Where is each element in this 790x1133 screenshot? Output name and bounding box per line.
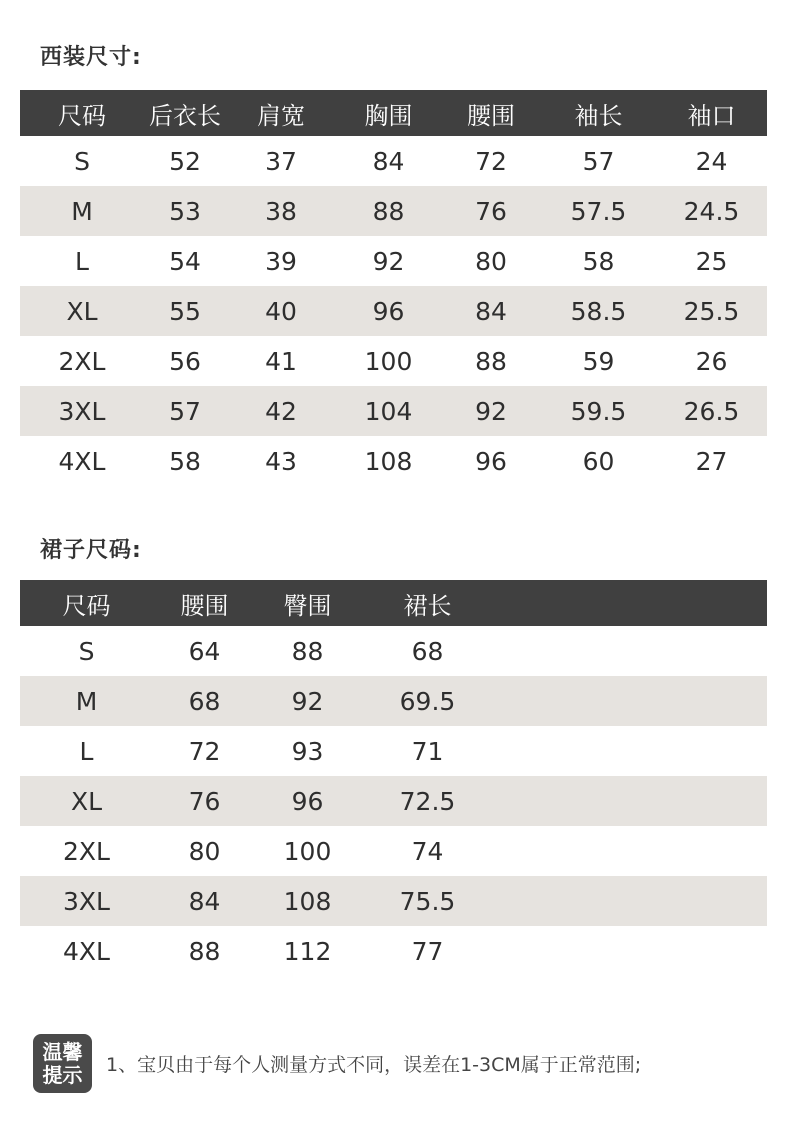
table-cell: 92: [256, 676, 359, 726]
table-cell: 68: [411, 636, 444, 666]
table-cell: 96: [336, 286, 441, 336]
table-cell: 80: [188, 836, 221, 866]
table-cell: 58: [582, 246, 615, 276]
table-row: [20, 436, 767, 486]
table-cell: 72: [188, 736, 221, 766]
table-cell: 104: [336, 386, 441, 436]
header-filler: [496, 580, 767, 626]
tip-note-text: 1、宝贝由于每个人测量方式不同，误差在1-3CM属于正常范围;: [106, 1054, 642, 1076]
table-row: [20, 826, 767, 876]
table-cell: 25.5: [656, 286, 767, 336]
table-cell: 26: [695, 346, 728, 376]
table-cell: 26.5: [656, 386, 767, 436]
table-row: [20, 286, 767, 336]
table-cell: 92: [372, 246, 405, 276]
skirt-section-title: 裙子尺码:: [40, 538, 142, 563]
table-cell: 4XL: [58, 446, 106, 476]
suit-section-title: 西装尺寸:: [40, 45, 142, 70]
table-cell: 74: [411, 836, 444, 866]
table-cell: 60: [582, 446, 615, 476]
table-cell: 108: [364, 446, 413, 476]
table-cell: 88: [475, 346, 507, 376]
table-cell: 112: [283, 936, 332, 966]
table-row: [20, 926, 767, 976]
row-filler: [496, 826, 767, 876]
table-cell: 2XL: [58, 346, 106, 376]
table-row: [20, 626, 767, 676]
table-cell: 92: [441, 386, 541, 436]
row-filler: [496, 926, 767, 976]
table-row: [20, 776, 767, 826]
row-filler: [496, 876, 767, 926]
table-cell: 72: [475, 146, 507, 176]
table-cell: M: [20, 186, 144, 236]
skirt-size-table: [20, 580, 767, 976]
column-header-hip: 臀围: [256, 580, 359, 626]
table-cell: 72.5: [359, 776, 496, 826]
table-cell: L: [75, 246, 89, 276]
table-cell: 58: [169, 446, 201, 476]
table-row: [20, 726, 767, 776]
column-header-cuff: 袖口: [656, 90, 767, 136]
table-header-row: [20, 90, 767, 136]
table-cell: 88: [188, 936, 221, 966]
table-cell: 100: [364, 346, 413, 376]
row-filler: [496, 776, 767, 826]
table-cell: 24.5: [656, 186, 767, 236]
table-cell: 108: [256, 876, 359, 926]
table-cell: 93: [291, 736, 324, 766]
table-cell: 59: [582, 346, 615, 376]
table-cell: 84: [153, 876, 256, 926]
table-header-row: [20, 580, 767, 626]
table-cell: 57.5: [541, 186, 656, 236]
table-cell: 57: [144, 386, 226, 436]
column-header-chest: 胸围: [336, 90, 441, 136]
row-filler: [496, 726, 767, 776]
table-cell: 58.5: [541, 286, 656, 336]
table-row: [20, 336, 767, 386]
table-cell: 52: [169, 146, 201, 176]
table-cell: 3XL: [20, 386, 144, 436]
table-cell: 55: [144, 286, 226, 336]
table-cell: 37: [265, 146, 297, 176]
table-cell: L: [79, 736, 94, 766]
table-cell: 88: [336, 186, 441, 236]
column-header-waist: 腰围: [153, 580, 256, 626]
suit-size-table: [20, 90, 767, 486]
table-cell: 96: [475, 446, 507, 476]
column-header-back-length: 后衣长: [144, 90, 226, 136]
table-cell: 57: [582, 146, 615, 176]
table-cell: 88: [291, 636, 324, 666]
table-cell: 84: [372, 146, 405, 176]
row-filler: [496, 676, 767, 726]
table-cell: S: [78, 636, 95, 666]
table-cell: S: [74, 146, 90, 176]
table-cell: 75.5: [359, 876, 496, 926]
table-cell: 43: [265, 446, 297, 476]
column-header-size: 尺码: [20, 90, 144, 136]
column-header-skirt-length: 裙长: [359, 580, 496, 626]
table-cell: 4XL: [63, 936, 110, 966]
table-cell: 40: [226, 286, 336, 336]
table-cell: 76: [153, 776, 256, 826]
table-cell: 53: [144, 186, 226, 236]
tip-badge-line1: 温馨: [42, 1039, 83, 1064]
table-cell: 100: [283, 836, 332, 866]
table-cell: 69.5: [359, 676, 496, 726]
table-cell: 96: [256, 776, 359, 826]
table-cell: 3XL: [20, 876, 153, 926]
table-cell: XL: [20, 776, 153, 826]
table-row: [20, 676, 767, 726]
table-row: [20, 236, 767, 286]
tip-badge: [33, 1034, 92, 1093]
row-filler: [496, 626, 767, 676]
table-cell: 38: [226, 186, 336, 236]
table-cell: 24: [695, 146, 728, 176]
table-cell: 64: [188, 636, 221, 666]
table-cell: XL: [20, 286, 144, 336]
table-cell: 80: [475, 246, 507, 276]
table-cell: 76: [441, 186, 541, 236]
table-cell: 54: [169, 246, 201, 276]
column-header-shoulder: 肩宽: [226, 90, 336, 136]
column-header-size: 尺码: [20, 580, 153, 626]
table-cell: M: [20, 676, 153, 726]
table-row: [20, 186, 767, 236]
table-cell: 77: [411, 936, 444, 966]
table-cell: 59.5: [541, 386, 656, 436]
table-cell: 41: [265, 346, 297, 376]
table-cell: 42: [226, 386, 336, 436]
table-cell: 25: [695, 246, 728, 276]
table-cell: 2XL: [63, 836, 110, 866]
column-header-waist: 腰围: [441, 90, 541, 136]
table-cell: 84: [441, 286, 541, 336]
table-cell: 71: [411, 736, 444, 766]
table-row: [20, 876, 767, 926]
table-cell: 56: [169, 346, 201, 376]
tip-badge-line2: 提示: [42, 1062, 83, 1087]
table-cell: 39: [265, 246, 297, 276]
table-row: [20, 136, 767, 186]
table-cell: 68: [153, 676, 256, 726]
table-cell: 27: [695, 446, 728, 476]
table-row: [20, 386, 767, 436]
column-header-sleeve-length: 袖长: [541, 90, 656, 136]
